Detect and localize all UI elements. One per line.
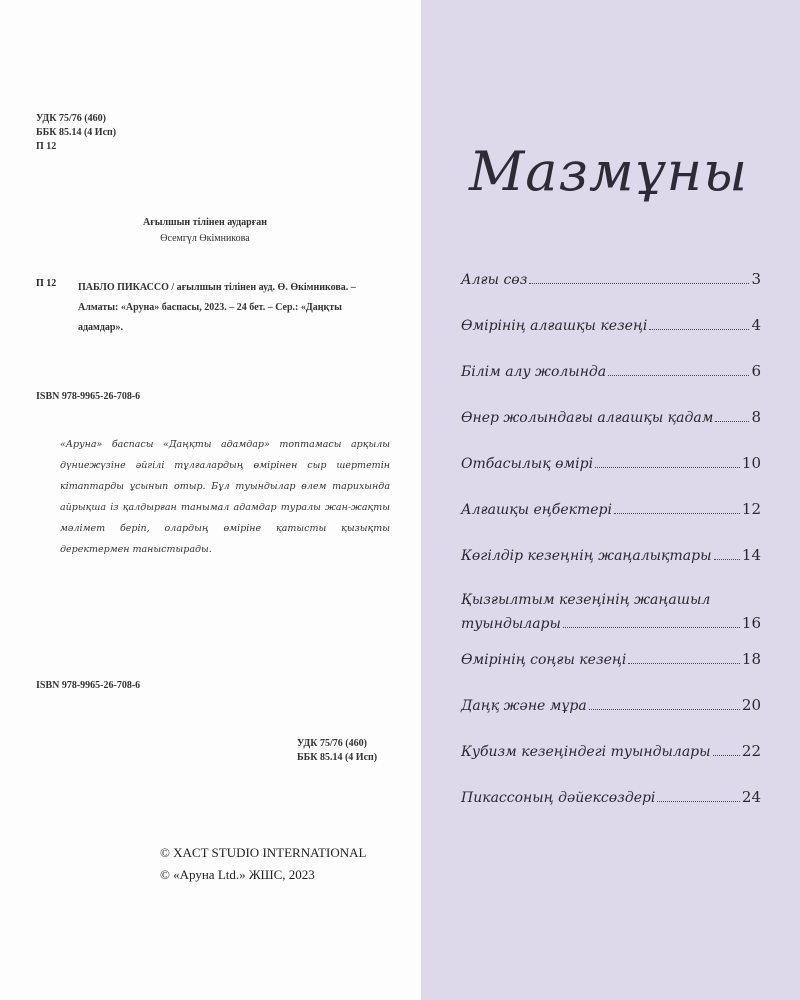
udc-code: УДК 75/76 (460) [36, 113, 106, 124]
contents-page [421, 0, 800, 1000]
toc-entry-label: Кубизм кезеңіндегі туындылары [461, 744, 711, 760]
toc-entry-label: Даңқ және мұра [461, 698, 587, 714]
toc-entry-page: 8 [751, 408, 761, 426]
toc-entry-page: 20 [741, 696, 761, 714]
annotation-text: «Аруна» баспасы «Даңқты адамдар» топтамасы арқылы дүниежүзіне әйгілі тұлғалардың өмірінен сыр шертетін кітаптарды ұсынып отыр. Бұл туындылар өлем тарихында айрықша із қалдырған танымал адамдар туралы жан-жақты мәлімет беріп, олардың өміріне қатысты қызықты деректермен таныстырады. [60, 439, 390, 555]
toc-entry-label: Өнер жолындағы алғашқы қадам [461, 410, 714, 426]
translation-note: Ағылшын тілінен аударған [142, 217, 268, 228]
toc-entry[interactable] [461, 788, 761, 834]
toc-entry-page: 18 [741, 650, 761, 668]
dot-leader [563, 627, 740, 628]
bib-description: ПАБЛО ПИКАССО / ағылшын тілінен ауд. Ө. Өкімникова. – Алматы: «Аруна» баспасы, 2023. – 24 бет. – Сер.: «Даңқты адамдар». [78, 282, 356, 333]
bbk-code-bottom: ББК 85.14 (4 Исп) [297, 752, 378, 763]
translation-credit [110, 215, 300, 247]
toc-entry[interactable] [461, 650, 761, 696]
toc-entry-page: 3 [751, 270, 761, 288]
copyright-block [160, 842, 366, 886]
toc-entry-label: Көгілдір кезеңнің жаңалықтары [461, 548, 712, 564]
bbk-code: ББК 85.14 (4 Исп) [36, 127, 117, 138]
toc-entry[interactable] [461, 362, 761, 408]
dot-leader [715, 421, 749, 422]
dot-leader [608, 375, 749, 376]
dot-leader [595, 467, 740, 468]
toc-entry-label: Отбасылық өмірі [461, 456, 594, 472]
toc-entry-label-line-1: Қызғылтым кезеңінің жаңашыл [461, 592, 711, 608]
classification-codes-top [36, 112, 116, 154]
toc-entry[interactable] [461, 408, 761, 454]
toc-entry-page: 14 [741, 546, 761, 564]
toc-entry[interactable] [461, 500, 761, 546]
toc-entry-label: Алғы сөз [461, 272, 528, 288]
toc-entry-label: Алғашқы еңбектері [461, 502, 612, 518]
toc-entry-label: Білім алу жолында [461, 364, 607, 380]
toc-entry-page: 12 [741, 500, 761, 518]
dot-leader [649, 329, 749, 330]
toc-entry[interactable] [461, 546, 761, 592]
dot-leader [714, 559, 740, 560]
toc-entry[interactable] [461, 316, 761, 362]
isbn-bottom: ISBN 978-9965-26-708-6 [36, 680, 141, 691]
classification-codes-bottom [297, 737, 377, 765]
copyright-line-1: © XACT STUDIO INTERNATIONAL [160, 845, 367, 860]
dot-leader [614, 513, 740, 514]
copyright-line-2: © «Аруна Ltd.» ЖШС, 2023 [160, 867, 315, 882]
toc-entry-page: 10 [741, 454, 761, 472]
translator-name: Өсемгүл Өкімникова [160, 233, 250, 244]
toc-entry-page: 6 [751, 362, 761, 380]
dot-leader [529, 283, 749, 284]
table-of-contents [461, 270, 761, 834]
dot-leader [589, 709, 740, 710]
dot-leader [657, 801, 739, 802]
udc-code-bottom: УДК 75/76 (460) [297, 738, 367, 749]
toc-entry-page: 22 [741, 742, 761, 760]
toc-entry-label-line-2: туындылары [461, 616, 561, 632]
toc-entry-label: Пикассоның дәйексөздері [461, 790, 656, 806]
toc-entry[interactable] [461, 696, 761, 742]
toc-entry-page: 16 [741, 614, 761, 632]
dot-leader [713, 755, 740, 756]
bib-author-sign: П 12 [36, 278, 57, 289]
toc-entry[interactable] [461, 270, 761, 316]
toc-entry-label: Өмірінің соңғы кезеңі [461, 652, 627, 668]
toc-entry[interactable] [461, 454, 761, 500]
toc-entry-page: 4 [751, 316, 761, 334]
toc-entry[interactable] [461, 592, 761, 650]
toc-entry[interactable] [461, 742, 761, 788]
isbn-top: ISBN 978-9965-26-708-6 [36, 391, 141, 402]
contents-title: Мазмұны [469, 140, 749, 203]
toc-entry-label: Өмірінің алғашқы кезеңі [461, 318, 648, 334]
toc-entry-page: 24 [741, 788, 761, 806]
dot-leader [628, 663, 740, 664]
author-sign: П 12 [36, 141, 57, 152]
